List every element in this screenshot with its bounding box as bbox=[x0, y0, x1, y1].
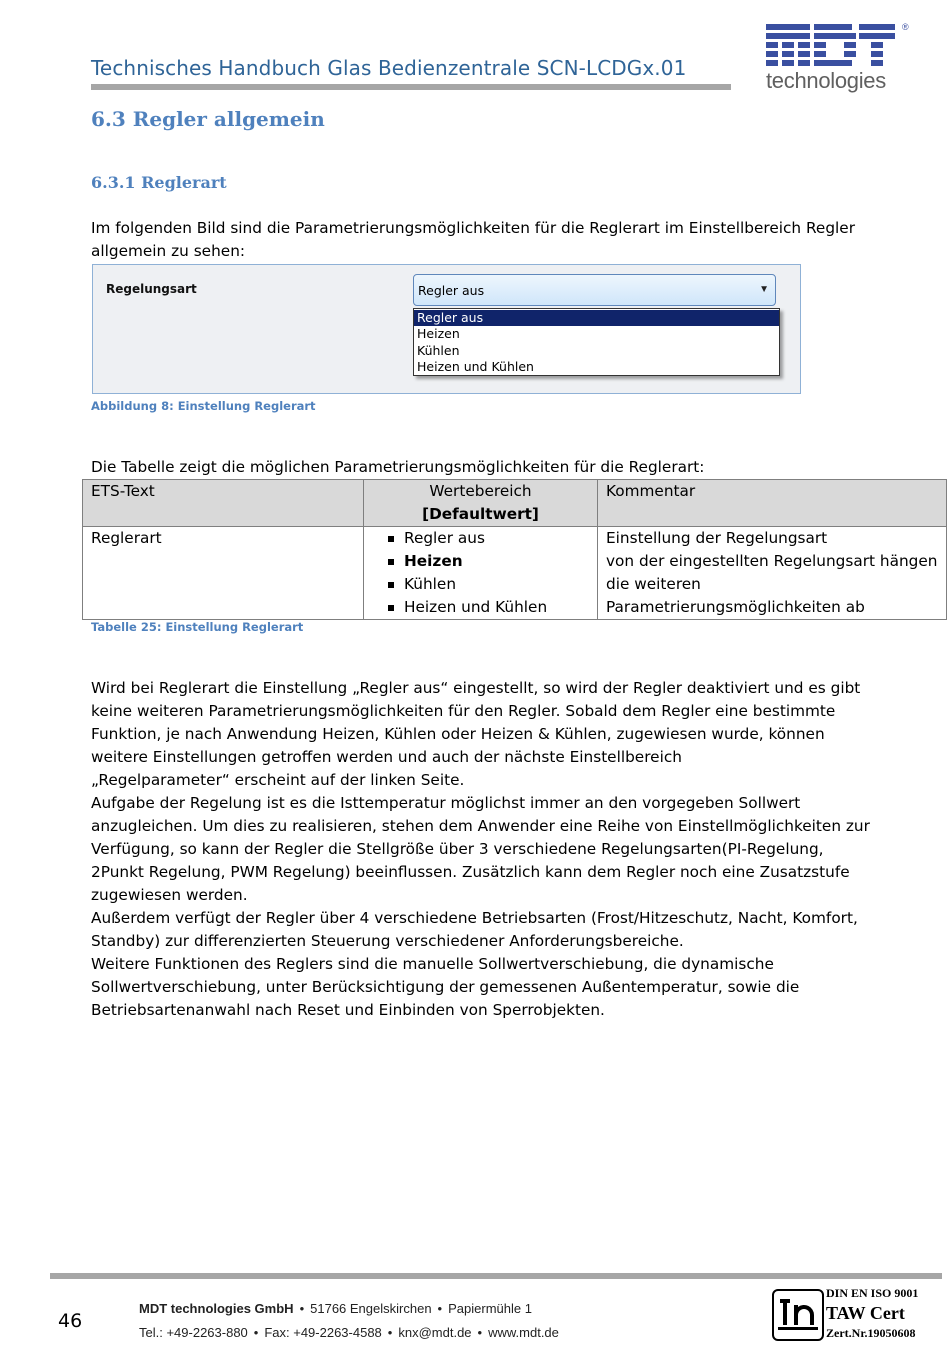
body-line: keine weiteren Parametrierungsmöglichkeiten für den Regler. Sobald dem Regler eine bestimmte bbox=[91, 702, 836, 720]
dropdown-option-regler-aus[interactable]: Regler aus bbox=[414, 310, 779, 326]
header-kommentar: Kommentar bbox=[598, 480, 947, 527]
comment-line: Parametrierungsmöglichkeiten ab bbox=[606, 598, 865, 616]
body-line: zugewiesen werden. bbox=[91, 886, 248, 904]
header-wertebereich bbox=[364, 480, 598, 527]
intro-line-2: allgemein zu sehen: bbox=[91, 242, 246, 260]
body-line: Außerdem verfügt der Regler über 4 verschiedene Betriebsarten (Frost/Hitzeschutz, Nacht, Komfort, bbox=[91, 909, 858, 927]
cert-standard: DIN EN ISO 9001 bbox=[826, 1286, 919, 1300]
body-line: anzugleichen. Um dies zu realisieren, stehen dem Anwender eine Reihe von Einstellmöglichkeiten zur bbox=[91, 817, 870, 835]
table-row bbox=[83, 527, 947, 620]
page-number: 46 bbox=[58, 1310, 83, 1332]
comment-line: die weiteren bbox=[606, 575, 701, 593]
chevron-down-icon[interactable]: ▼ bbox=[759, 284, 769, 295]
subsection-heading: 6.3.1 Reglerart bbox=[91, 173, 227, 192]
footer-divider bbox=[50, 1273, 942, 1279]
ets-screenshot bbox=[92, 264, 801, 394]
body-line: Wird bei Reglerart die Einstellung „Regler aus“ eingestellt, so wird der Regler deaktiviert und es gibt bbox=[91, 679, 861, 697]
website-link[interactable]: www.mdt.de bbox=[488, 1325, 559, 1340]
cell-ets-text: Reglerart bbox=[83, 527, 364, 620]
body-line: Standby) zur differenzierten Steuerung verschiedener Anforderungsbereiche. bbox=[91, 932, 684, 950]
body-line: 2Punkt Regelung, PWM Regelung) beeinflussen. Zusätzlich kann dem Regler noch eine Zusatzstufe bbox=[91, 863, 850, 881]
body-line: Betriebsartenanwahl nach Reset und Einbinden von Sperrobjekten. bbox=[91, 1001, 605, 1019]
footer-address: MDT technologies GmbH • 51766 Engelskirchen • Papiermühle 1 bbox=[139, 1301, 532, 1316]
table-caption: Tabelle 25: Einstellung Reglerart bbox=[91, 620, 304, 634]
body-line: „Regelparameter“ erscheint auf der linken Seite. bbox=[91, 771, 465, 789]
table-intro: Die Tabelle zeigt die möglichen Parametrierungsmöglichkeiten für die Reglerart: bbox=[91, 458, 705, 476]
fax-number: Fax: +49-2263-4588 bbox=[264, 1325, 382, 1340]
list-item-default: Heizen bbox=[404, 550, 589, 573]
address-street: Papiermühle 1 bbox=[448, 1301, 532, 1316]
comment-line: von der eingestellten Regelungsart hängen bbox=[606, 552, 938, 570]
dropdown-option-heizen-und-kuehlen[interactable]: Heizen und Kühlen bbox=[417, 359, 534, 374]
body-line: Aufgabe der Regelung ist es die Isttemperatur möglichst immer an den vorgegeben Sollwert bbox=[91, 794, 801, 812]
parameter-table bbox=[82, 479, 947, 620]
list-item: Heizen und Kühlen bbox=[404, 596, 589, 619]
list-item: Regler aus bbox=[404, 527, 589, 550]
dropdown-options-list bbox=[413, 308, 780, 376]
footer-contact: Tel.: +49-2263-880 • Fax: +49-2263-4588 • knx@mdt.de • www.mdt.de bbox=[139, 1325, 559, 1340]
cert-name: TAW Cert bbox=[826, 1303, 905, 1323]
body-line: Funktion, je nach Anwendung Heizen, Kühlen oder Heizen & Kühlen, zugewiesen wurde, können bbox=[91, 725, 825, 743]
regelungsart-dropdown[interactable] bbox=[413, 274, 776, 306]
table-header-row bbox=[83, 480, 947, 527]
body-line: Verfügung, so kann der Regler die Stellgröße über 3 verschiedene Regelungsarten(PI-Regelung, bbox=[91, 840, 824, 858]
body-line: Sollwertverschiebung, unter Berücksichtigung der gemessenen Außentemperatur, sowie die bbox=[91, 978, 800, 996]
company-name: MDT technologies GmbH bbox=[139, 1301, 294, 1316]
intro-line-1: Im folgenden Bild sind die Parametrierungsmöglichkeiten für die Reglerart im Einstellbereich Regler bbox=[91, 219, 855, 237]
figure-caption: Abbildung 8: Einstellung Reglerart bbox=[91, 399, 316, 413]
email-link[interactable]: knx@mdt.de bbox=[398, 1325, 472, 1340]
list-item: Kühlen bbox=[404, 573, 589, 596]
header-ets-text: ETS-Text bbox=[83, 480, 364, 527]
comment-line: Einstellung der Regelungsart bbox=[606, 529, 828, 547]
taw-cert-logo bbox=[772, 1289, 824, 1341]
header-defaultwert-label: [Defaultwert] bbox=[422, 505, 539, 523]
dropdown-option-kuehlen[interactable]: Kühlen bbox=[417, 343, 460, 358]
dropdown-selected-value: Regler aus bbox=[418, 283, 485, 298]
document-title: Technisches Handbuch Glas Bedienzentrale SCN-LCDGx.01 bbox=[91, 56, 687, 80]
body-line: weitere Einstellungen getroffen werden und auch der nächste Einstellbereich bbox=[91, 748, 682, 766]
registered-mark: ® bbox=[902, 22, 909, 32]
header-divider bbox=[91, 84, 731, 90]
mdt-logo-mark bbox=[764, 22, 896, 68]
logo-subtitle: technologies bbox=[766, 68, 886, 93]
dropdown-option-heizen[interactable]: Heizen bbox=[417, 326, 460, 341]
body-line: Weitere Funktionen des Reglers sind die manuelle Sollwertverschiebung, die dynamische bbox=[91, 955, 774, 973]
cell-wertebereich bbox=[364, 527, 598, 620]
address-city: 51766 Engelskirchen bbox=[310, 1301, 432, 1316]
cell-kommentar bbox=[598, 527, 947, 620]
mdt-logo bbox=[764, 22, 914, 97]
taw-cert-icon bbox=[774, 1291, 822, 1339]
value-list bbox=[372, 527, 589, 619]
section-heading: 6.3 Regler allgemein bbox=[91, 107, 325, 131]
regelungsart-label: Regelungsart bbox=[106, 282, 197, 296]
cert-number: Zert.Nr.19050608 bbox=[826, 1326, 916, 1340]
phone-number: Tel.: +49-2263-880 bbox=[139, 1325, 248, 1340]
header-wertebereich-label: Wertebereich bbox=[429, 482, 532, 500]
